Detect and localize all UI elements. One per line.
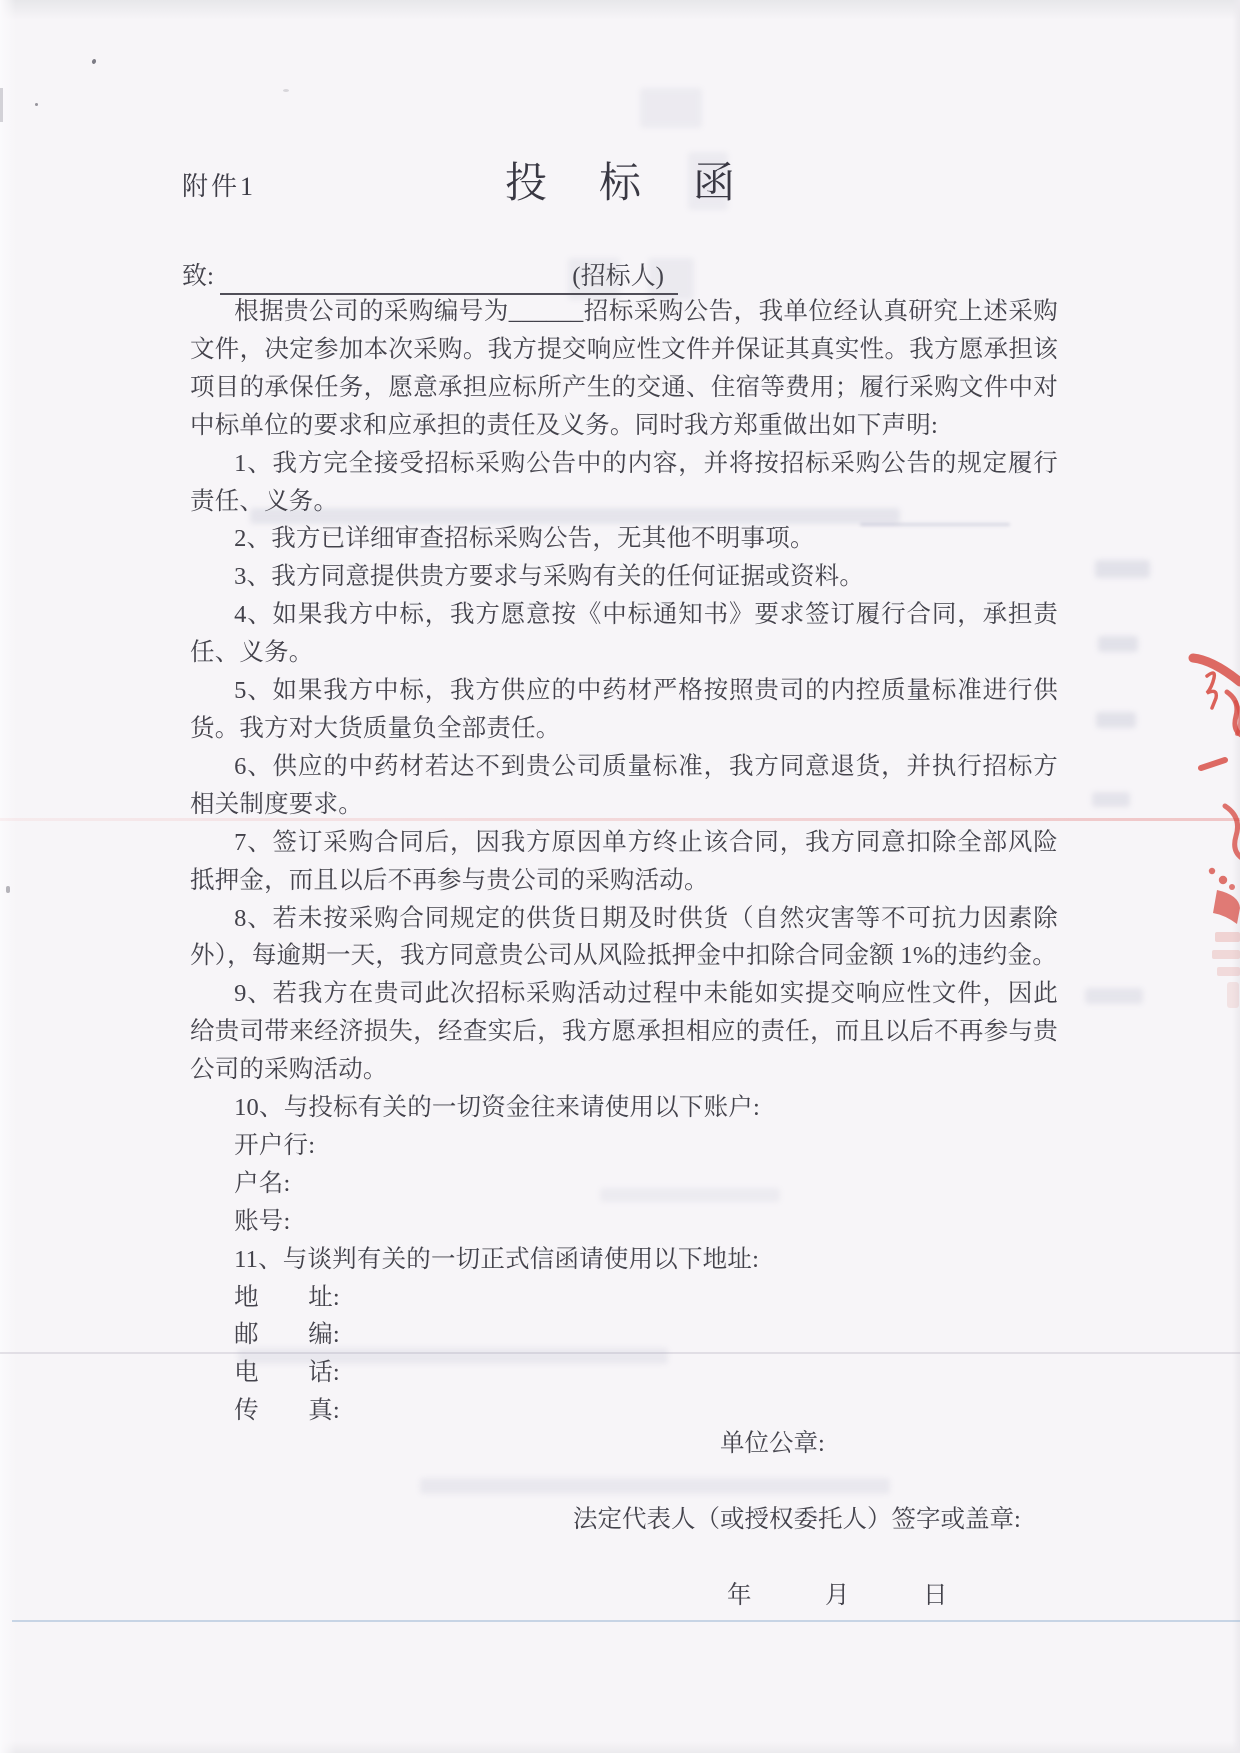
body-paragraph: 5、如果我方中标，我方供应的中药材严格按照贵司的内控质量标准进行供货。我方对大货质量负全部责任。 — [190, 677, 1058, 742]
bleedthrough-artifact — [1095, 560, 1150, 578]
body-paragraph: 1、我方完全接受招标采购公告中的内容，并将按招标采购公告的规定履行责任、义务。 — [190, 449, 1058, 515]
body-paragraphs — [190, 293, 1058, 1430]
bleedthrough-artifact — [1092, 792, 1130, 807]
scan-artifact-line — [12, 1620, 1240, 1622]
bleedthrough-artifact — [420, 1478, 890, 1494]
page-title: 投标函 — [504, 161, 787, 207]
body-paragraph: 账号: — [234, 1207, 291, 1235]
bleedthrough-artifact — [1096, 712, 1136, 728]
body-paragraph: 9、若我方在贵司此次招标采购活动过程中未能如实提交响应性文件，因此给贵司带来经济损失，经查实后，我方愿承担相应的责任，而且以后不再参与贵公司的采购活动。 — [190, 980, 1058, 1084]
bleedthrough-artifact — [1085, 988, 1143, 1004]
body-paragraph: 4、如果我方中标，我方愿意按《中标通知书》要求签订履行合同，承担责任、义务。 — [190, 601, 1058, 667]
attachment-label: 附件1 — [182, 172, 257, 201]
body-paragraph: 传 真: — [234, 1397, 340, 1425]
scan-edge-left — [0, 0, 16, 1753]
body-paragraph: 11、与谈判有关的一切正式信函请使用以下地址: — [234, 1245, 760, 1273]
bleedthrough-artifact — [640, 88, 702, 128]
body-paragraph: 邮 编: — [234, 1321, 340, 1349]
salutation-prefix: 致: — [182, 263, 214, 290]
legal-rep-signature-label: 法定代表人（或授权委托人）签字或盖章: — [573, 1506, 1021, 1533]
body-paragraph: 开户行: — [234, 1131, 316, 1159]
body-paragraph: 8、若未按采购合同规定的供货日期及时供货（自然灾害等不可抗力因素除外），每逾期一天，我方同意贵公司从风险抵押金中扣除合同金额 1%的违约金。 — [190, 904, 1058, 970]
date-line: 年 月 日 — [727, 1582, 948, 1609]
body-paragraph: 10、与投标有关的一切资金往来请使用以下账户: — [234, 1094, 760, 1122]
body-paragraph: 3、我方同意提供贵方要求与采购有关的任何证据或资料。 — [234, 563, 865, 591]
bleedthrough-artifact — [1098, 636, 1138, 652]
body-paragraph: 2、我方已详细审查招标采购公告，无其他不明事项。 — [234, 525, 815, 553]
body-paragraph: 7、签订采购合同后，因我方原因单方终止该合同，我方同意扣除全部风险抵押金，而且以后不再参与贵公司的采购活动。 — [190, 828, 1058, 894]
addressee-label: (招标人) — [572, 263, 664, 290]
scan-speck — [91, 58, 96, 64]
addressee-blank-line — [220, 261, 678, 295]
scan-speck — [35, 103, 38, 106]
scan-edge-notch — [0, 88, 3, 122]
body-paragraph: 户名: — [234, 1169, 291, 1197]
company-seal-label: 单位公章: — [720, 1430, 825, 1457]
body-paragraph: 电 话: — [234, 1359, 340, 1387]
body-paragraph: 根据贵公司的采购编号为______招标采购公告，我单位经认真研究上述采购文件，决定参加本次采购。我方提交响应性文件并保证其真实性。我方愿承担该项目的承保任务，愿意承担应标所产生的交通、住宿等费用；履行采购文件中对中标单位的要求和应承担的责任及义务。同时我方郑重做出如下声明: — [190, 298, 1058, 439]
body-paragraph: 6、供应的中药材若达不到贵公司质量标准，我方同意退货，并执行招标方相关制度要求。 — [190, 752, 1058, 818]
body-paragraph: 地 址: — [234, 1283, 340, 1311]
scan-speck — [6, 886, 10, 893]
scan-edge-top — [0, 0, 1240, 20]
scan-speck — [283, 89, 289, 92]
red-seal-fragment — [1185, 640, 1240, 1010]
salutation-line — [182, 256, 678, 295]
scan-edge-bottom — [0, 1741, 1240, 1753]
